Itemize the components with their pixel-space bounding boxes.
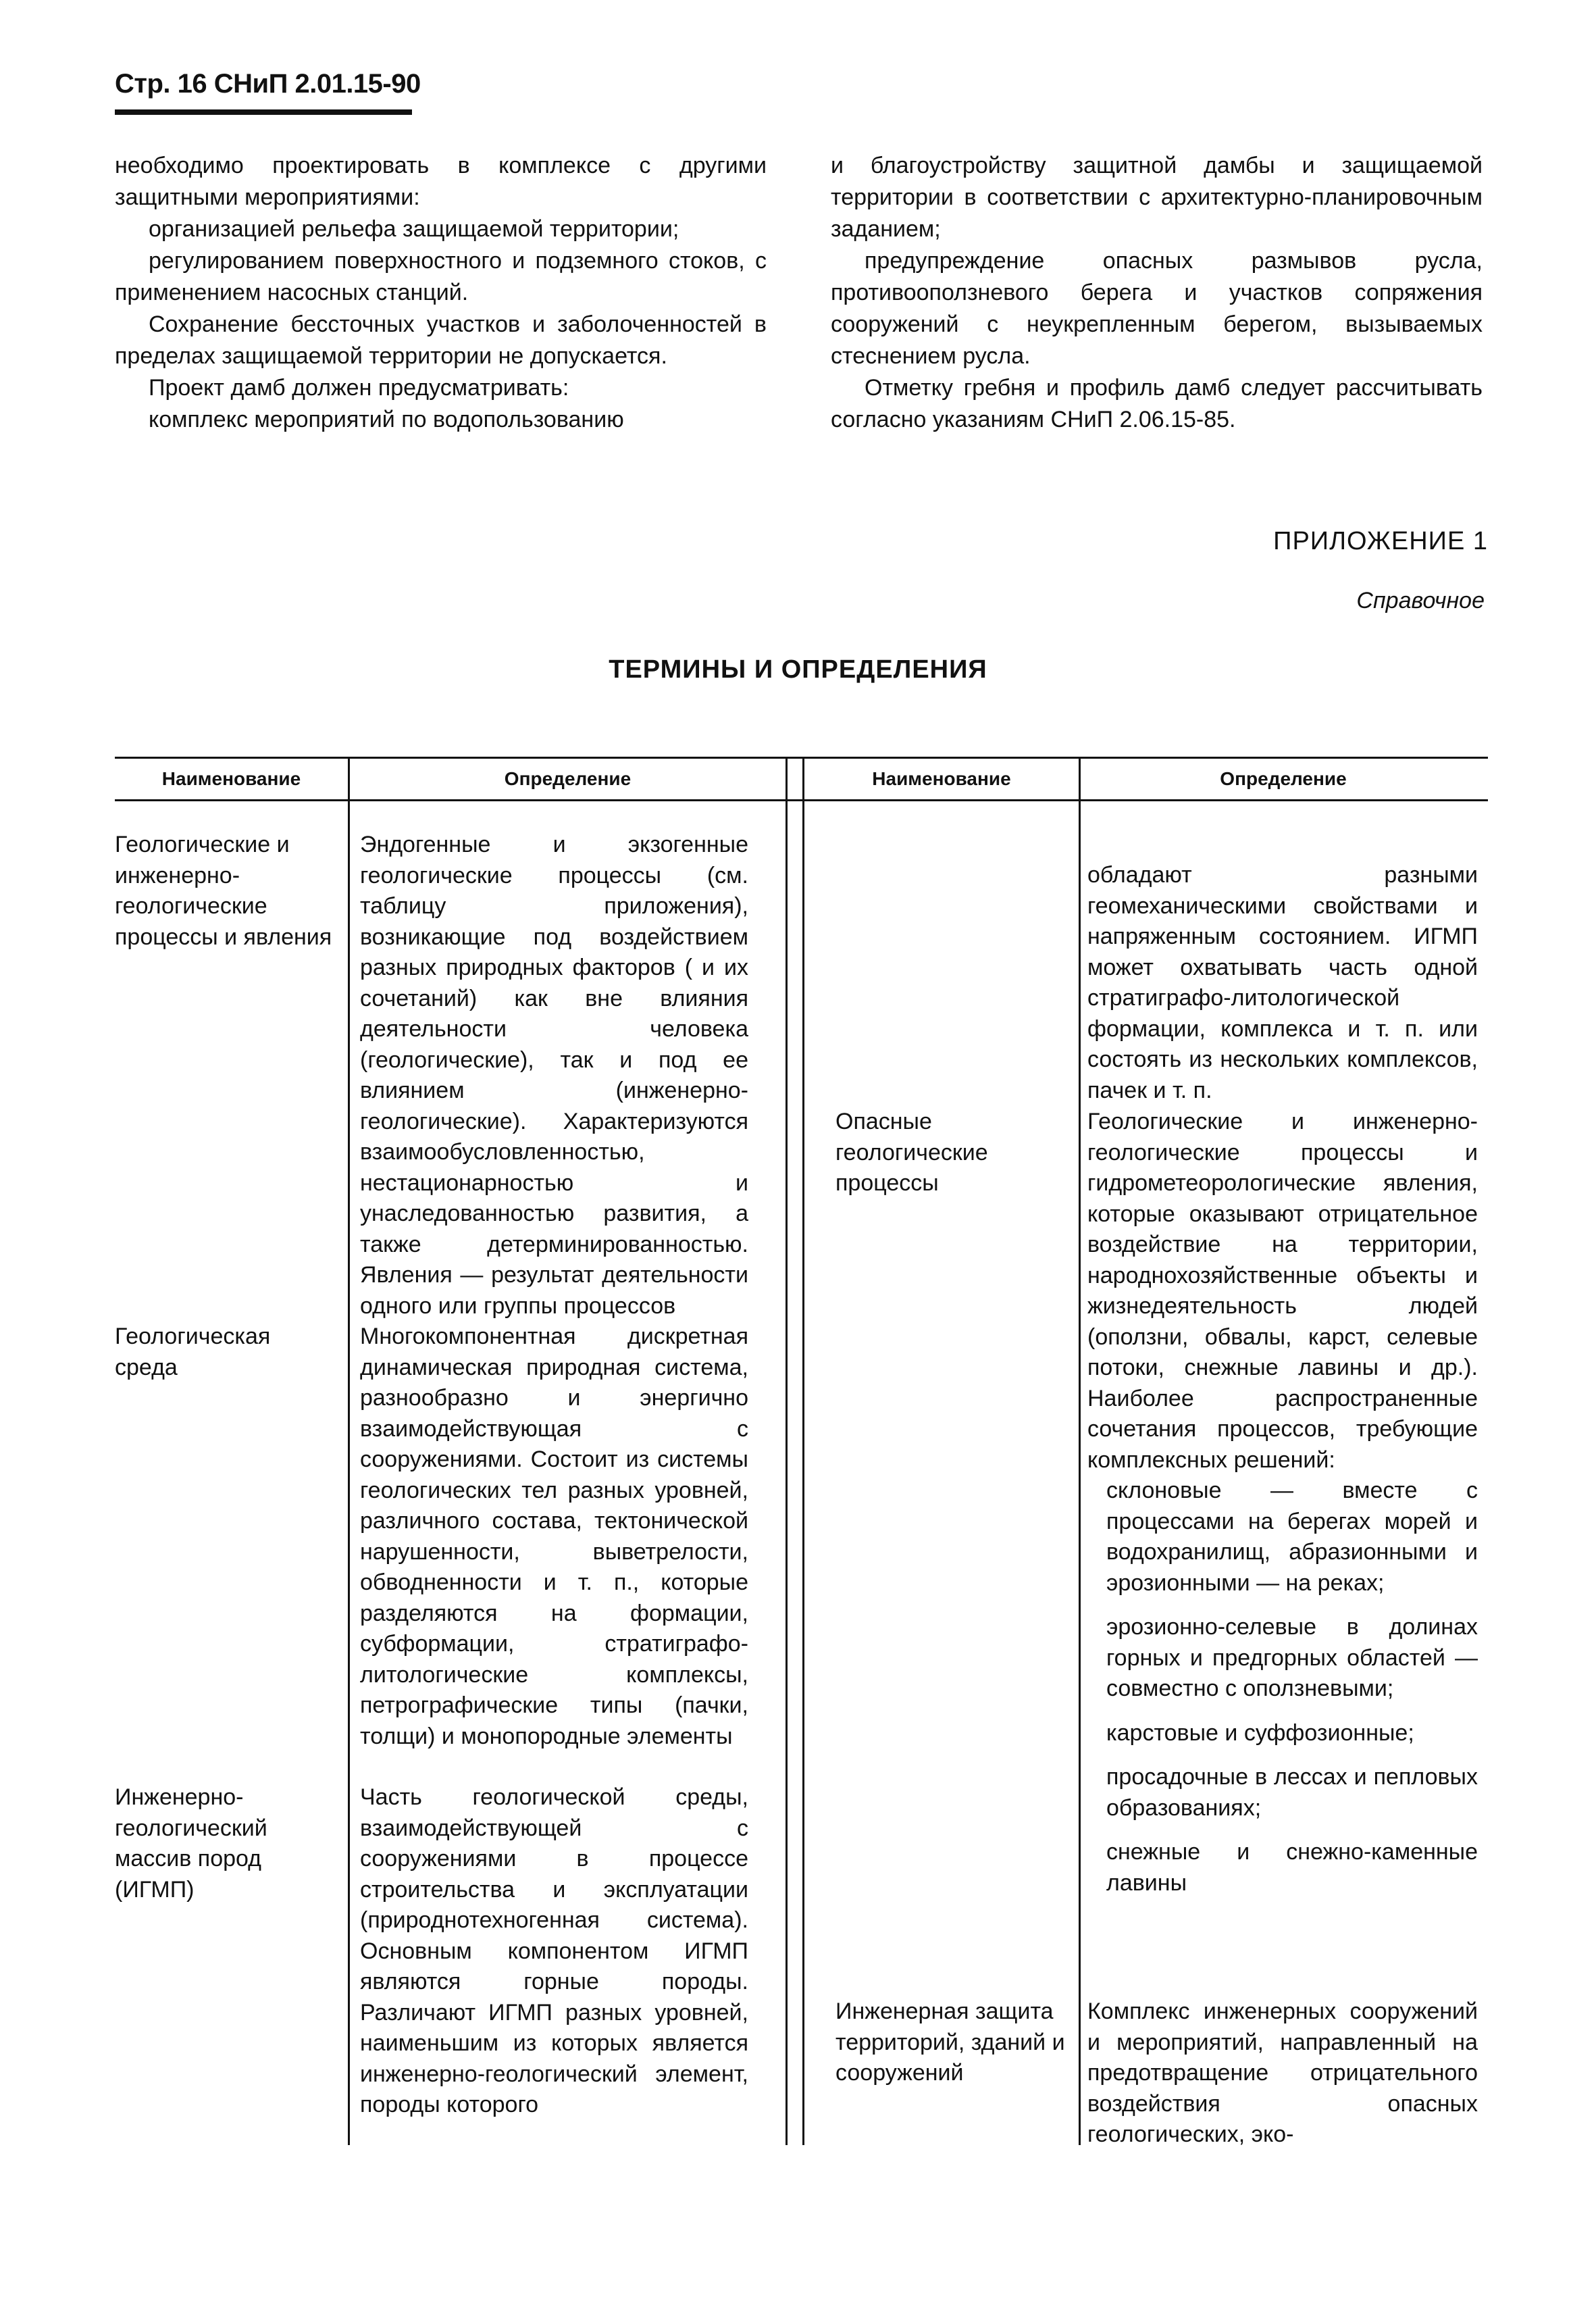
term-definition: Комплекс инженерных сооружений и мероприятий, направленный на предотвращение отрицательного воздействия опасных геологических, эко- xyxy=(1087,1998,1478,2147)
intro-paragraph: необходимо проектировать в комплексе с другими защитными мероприятиями: xyxy=(115,153,767,210)
term-name: Опасные геологические процессы xyxy=(835,1109,988,1196)
definition-text: Геологические и инженерно-геологические процессы и гидрометеорологические явления, которые оказывают отрицательное воздействие на территории, народнохозяйственные объекты и жизнедеятельность людей (оползни, обвалы, карст, селевые потоки, снежные лавины и др.). Наиболее распространенные сочетания процессов, требующие комплексных решений: xyxy=(1087,1109,1478,1473)
term-name: Геологические и инженерно-геологические процессы и явления xyxy=(115,832,332,950)
appendix-sublabel: Справочное xyxy=(1356,588,1485,613)
table-col-divider xyxy=(1079,757,1081,2145)
intro-paragraph: Сохранение бессточных участков и заболоченностей в пределах защищаемой территории не допускается. xyxy=(115,311,767,369)
intro-paragraph: Проект дамб должен предусматривать: xyxy=(149,375,569,401)
section-title: ТЕРМИНЫ И ОПРЕДЕЛЕНИЯ xyxy=(609,655,987,684)
appendix-label: ПРИЛОЖЕНИЕ 1 xyxy=(1273,527,1488,555)
table-col-divider xyxy=(348,757,350,2145)
intro-paragraph: комплекс мероприятий по водопользованию xyxy=(149,407,624,432)
table-top-rule xyxy=(115,757,1488,759)
intro-paragraph: организацией рельефа защищаемой территории; xyxy=(149,216,679,242)
page-header: Стр. 16 СНиП 2.01.15-90 xyxy=(115,69,421,99)
definition-list-item: карстовые и суффозионные; xyxy=(1106,1719,1414,1746)
definition-list-item: эрозионно-селевые в долинах горных и предгорных областей — совместно с оползневыми; xyxy=(1106,1614,1478,1701)
intro-left-column xyxy=(115,150,767,436)
header-name: Наименование xyxy=(161,768,301,789)
definition-list-item: снежные и снежно-каменные лавины xyxy=(1106,1839,1478,1896)
term-definition xyxy=(1087,1107,1478,1898)
table-header-rule xyxy=(115,799,1488,801)
term-name: Инженерно-геологический массив пород (ИГМП) xyxy=(115,1784,267,1903)
intro-right-column xyxy=(831,150,1483,436)
definition-list-item: склоновые — вместе с процессами на берегах морей и водохранилищ, абразионными и эрозионными — на реках; xyxy=(1106,1478,1478,1596)
header-rule xyxy=(115,109,412,115)
intro-paragraph: и благоустройству защитной дамбы и защищаемой территории в соответствии с архитектурно-планировочным заданием; xyxy=(831,153,1483,242)
intro-paragraph: Отметку гребня и профиль дамб следует рассчитывать согласно указаниям СНиП 2.06.15-85. xyxy=(831,375,1483,432)
intro-paragraph: предупреждение опасных размывов русла, противооползневого берега и участков сопряжения сооружений с неукрепленным берегом, вызываемых стеснением русла. xyxy=(831,248,1483,369)
definition-list-item: просадочные в лессах и пепловых образованиях; xyxy=(1106,1764,1478,1821)
term-definition: Многокомпонентная дискретная динамическая природная система, разнообразно и энергично взаимодействующая с сооружениями. Состоит из системы геологических тел разных уровней, различного состава, тектонической нарушенности, выветрелости, обводненности и т. п., которые разделяются на формации, субформации, стратиграфо-литологические комплексы, петрографические типы (пачки, толщи) и монопородные элементы xyxy=(360,1324,748,1749)
header-name: Наименование xyxy=(872,768,1011,789)
term-definition: обладают разными геомеханическими свойствами и напряженным состоянием. ИГМП может охватывать часть одной стратиграфо-литологической формации, комплекса и т. п. или состоять из нескольких комплексов, пачек и т. п. xyxy=(1087,862,1478,1103)
header-definition: Определение xyxy=(504,768,632,789)
term-name: Инженерная защита территорий, зданий и сооружений xyxy=(835,1998,1065,2086)
term-definition: Часть геологической среды, взаимодействующей с сооружениями в процессе строительства и эксплуатации (природнотехногенная система). Основным компонентом ИГМП являются горные породы. Различают ИГМП разных уровней, наименьшим из которых является инженерно-геологический элемент, породы которого xyxy=(360,1784,748,2117)
term-name: Геологическая среда xyxy=(115,1324,271,1380)
term-definition: Эндогенные и экзогенные геологические процессы (см. таблицу приложения), возникающие под воздействием разных природных факторов ( и их сочетаний) как вне влияния деятельности человека (геологические), так и под ее влиянием (инженерно-геологические). Характеризуются взаимообусловленностью, нестационарностью и унаследованностью развития, а также детерминированностью. Явления — результат деятельности одного или группы процессов xyxy=(360,832,748,1319)
header-definition: Определение xyxy=(1220,768,1347,789)
table-center-divider xyxy=(786,757,788,2145)
intro-paragraph: регулированием поверхностного и подземного стоков, с применением насосных станций. xyxy=(115,248,767,305)
table-center-divider xyxy=(802,757,804,2145)
